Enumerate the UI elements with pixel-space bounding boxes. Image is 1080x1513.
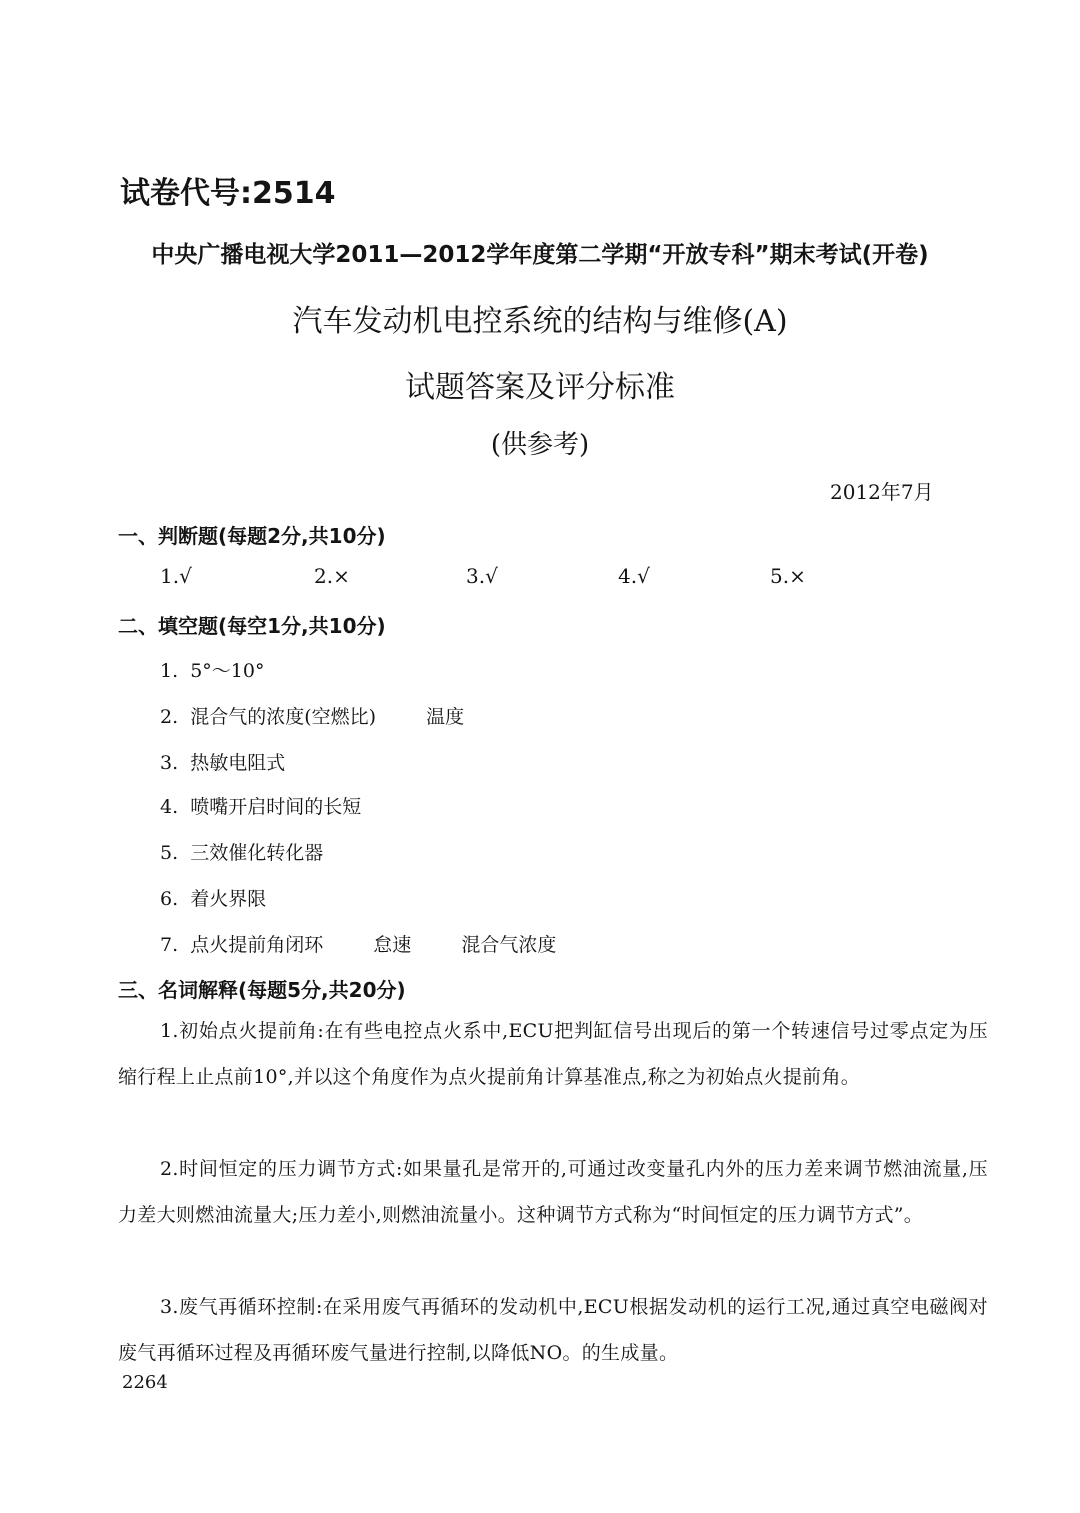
item-number: 7. bbox=[160, 934, 179, 956]
exam-subtitle: 试题答案及评分标准 bbox=[405, 370, 675, 405]
answer-text: 5°～10° bbox=[190, 660, 265, 682]
answer-text: 热敏电阻式 bbox=[190, 752, 286, 774]
item-number: 2. bbox=[160, 706, 179, 728]
exam-title: 汽车发动机电控系统的结构与维修(A) bbox=[292, 304, 788, 339]
exam-note: (供参考) bbox=[490, 430, 590, 460]
page-number: 2264 bbox=[122, 1372, 168, 1393]
fill-item bbox=[160, 748, 285, 775]
section-heading-definitions: 三、名词解释(每题5分,共20分) bbox=[118, 978, 406, 1002]
tf-answer-5: 5.× bbox=[770, 564, 806, 588]
answer-text: 三效催化转化器 bbox=[190, 842, 324, 864]
answer-text: 着火界限 bbox=[190, 888, 267, 910]
tf-answer-3: 3.√ bbox=[466, 564, 498, 588]
definition-paragraph-2: 2.时间恒定的压力调节方式:如果量孔是常开的,可通过改变量孔内外的压力差来调节燃油流量,压力差大则燃油流量大;压力差小,则燃油流量小。这种调节方式称为“时间恒定的压力调节方式”。 bbox=[118, 1158, 988, 1226]
item-number: 3. bbox=[160, 752, 179, 774]
fill-item bbox=[160, 838, 323, 865]
answer-text: 怠速 bbox=[373, 934, 412, 956]
fill-item bbox=[160, 702, 464, 729]
answer-text: 点火提前角闭环 bbox=[190, 934, 324, 956]
answer-text: 混合气的浓度(空燃比) bbox=[190, 706, 377, 728]
answer-text: 温度 bbox=[426, 706, 465, 728]
answer-text: 喷嘴开启时间的长短 bbox=[190, 796, 362, 818]
tf-answer-2: 2.× bbox=[314, 564, 350, 588]
item-number: 6. bbox=[160, 888, 179, 910]
section-heading-true-false: 一、判断题(每题2分,共10分) bbox=[118, 524, 386, 548]
item-number: 4. bbox=[160, 796, 179, 818]
paper-code: 试卷代号:2514 bbox=[120, 176, 336, 211]
fill-item bbox=[160, 930, 556, 957]
definition-paragraph-1: 1.初始点火提前角:在有些电控点火系中,ECU把判缸信号出现后的第一个转速信号过零点定为压缩行程上止点前10°,并以这个角度作为点火提前角计算基准点,称之为初始点火提前角。 bbox=[118, 1020, 988, 1088]
fill-item bbox=[160, 884, 266, 911]
item-number: 1. bbox=[160, 660, 179, 682]
fill-item bbox=[160, 656, 264, 683]
item-number: 5. bbox=[160, 842, 179, 864]
section-heading-fill-blank: 二、填空题(每空1分,共10分) bbox=[118, 614, 386, 638]
exam-header: 中央广播电视大学2011—2012学年度第二学期“开放专科”期末考试(开卷) bbox=[151, 242, 929, 268]
definition-paragraph-3: 3.废气再循环控制:在采用废气再循环的发动机中,ECU根据发动机的运行工况,通过真空电磁阀对废气再循环过程及再循环废气量进行控制,以降低NO。的生成量。 bbox=[118, 1296, 988, 1364]
exam-date: 2012年7月 bbox=[830, 480, 934, 504]
tf-answer-1: 1.√ bbox=[160, 564, 192, 588]
tf-answer-4: 4.√ bbox=[618, 564, 650, 588]
answer-text: 混合气浓度 bbox=[461, 934, 557, 956]
fill-item bbox=[160, 792, 361, 819]
